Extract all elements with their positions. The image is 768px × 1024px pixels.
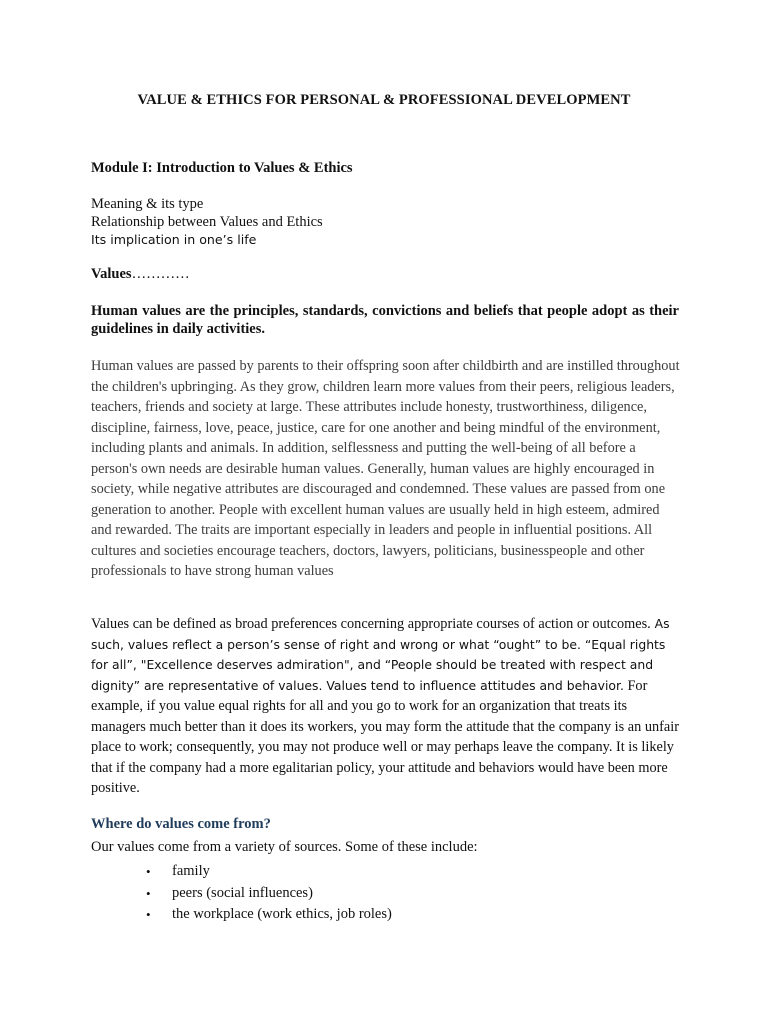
paragraph-segment: For example, if you value equal rights for all and you go to work for an organization that treats its managers much better than it does its workers, you may form the attitude that the company is an unfair place to work; consequently, you may not produce well or may perhaps leave the company. It is likely that if the company had a more egalitarian policy, your attitude and behaviors would have been more positive. <box>91 677 679 796</box>
bullet-icon: • <box>146 864 151 879</box>
values-heading <box>91 266 190 283</box>
list-item-text: family <box>172 863 210 879</box>
human-values-paragraph: Human values are passed by parents to their offspring soon after childbirth and are instilled throughout the children's upbringing. As they grow, children learn more values from their peers, religious leaders, teachers, friends and society at large. These attributes include honesty, trustworthiness, diligence, discipline, fairness, love, peace, justice, care for one another and being mindful of the environment, including plants and animals. In addition, selflessness and putting the well-being of all before a person's own needs are desirable human values. Generally, human values are highly encouraged in society, while negative attributes are discouraged and condemned. These values are passed from one generation to another. People with excellent human values are usually held in high esteem, admired and rewarded. The traits are important especially in leaders and people in influential positions. All cultures and societies encourage teachers, doctors, lawyers, politicians, businesspeople and other professionals to have strong human values <box>91 358 680 579</box>
topic-list <box>91 195 323 249</box>
paragraph-segment: As such, values reflect a person’s sense of right and wrong or what “ought” to be. “Equal rights for all”, "Excellence deserves admiration", and “People should be treated with respect and dignity” are representative of values. Values tend to influence attitudes and behavior. <box>91 616 670 693</box>
topic-item: Meaning & its type <box>91 196 204 212</box>
topic-item: Relationship between Values and Ethics <box>91 214 323 230</box>
sources-intro: Our values come from a variety of sources. Some of these include: <box>91 839 478 855</box>
values-defined-paragraph <box>91 614 681 799</box>
bullet-icon: • <box>146 885 151 901</box>
section-heading: Where do values come from? <box>91 816 271 832</box>
list-item-text: the workplace (work ethics, job roles) <box>172 906 392 922</box>
list-item <box>146 861 392 883</box>
values-heading-text: Values <box>91 266 132 282</box>
list-item <box>146 904 392 926</box>
topic-item: Its implication in one’s life <box>91 232 257 247</box>
sources-list <box>146 861 392 926</box>
paragraph-segment: Values can be defined as broad preferences concerning appropriate courses of action or outcomes. <box>91 616 651 632</box>
values-definition: Human values are the principles, standards, convictions and beliefs that people adopt as their guidelines in daily activities. <box>91 303 679 337</box>
values-heading-dots: ………… <box>131 266 190 282</box>
document-title: VALUE & ETHICS FOR PERSONAL & PROFESSIONAL DEVELOPMENT <box>137 92 631 108</box>
list-item <box>146 883 392 905</box>
list-item-text: peers (social influences) <box>172 884 313 901</box>
bullet-icon: • <box>146 907 151 922</box>
module-heading: Module I: Introduction to Values & Ethics <box>91 160 353 176</box>
